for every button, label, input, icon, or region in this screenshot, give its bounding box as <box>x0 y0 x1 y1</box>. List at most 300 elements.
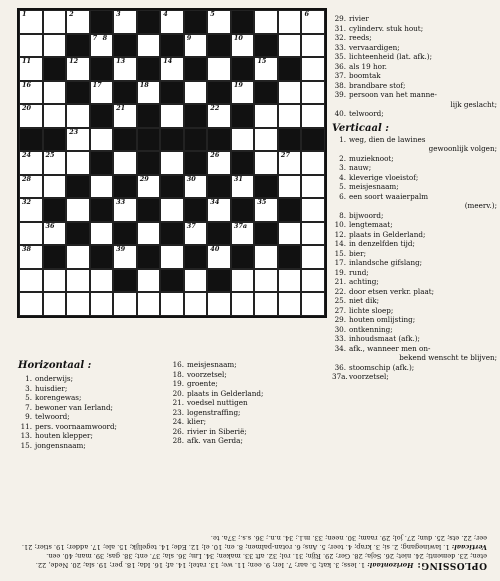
clue-item <box>332 220 497 230</box>
white-cell[interactable] <box>113 10 137 34</box>
horizontal-clues-column-1 <box>18 360 163 450</box>
white-cell[interactable] <box>66 10 90 34</box>
white-cell[interactable] <box>66 198 90 222</box>
black-cell <box>160 81 184 105</box>
horizontal-clues-list-1 <box>18 374 163 450</box>
white-cell[interactable] <box>66 245 90 269</box>
cell-number: 31 <box>233 174 243 183</box>
white-cell[interactable] <box>184 81 208 105</box>
clue-item <box>332 81 497 91</box>
clue-text: rund; <box>349 267 369 277</box>
cell-number: 5 <box>210 10 215 18</box>
cell-number: 6 <box>304 10 309 18</box>
white-cell[interactable] <box>231 128 255 152</box>
cell-number: 25 <box>45 151 55 160</box>
black-cell <box>90 151 114 175</box>
white-cell[interactable] <box>301 245 325 269</box>
clue-item <box>170 408 330 418</box>
white-cell[interactable] <box>231 292 255 316</box>
white-cell[interactable] <box>160 292 184 316</box>
white-cell[interactable] <box>160 198 184 222</box>
clue-text: lichteenheid (lat. afk.); <box>349 52 433 61</box>
black-cell <box>278 128 302 152</box>
white-cell[interactable] <box>207 198 231 222</box>
clue-text: lichte sloep; <box>349 305 394 315</box>
black-cell <box>160 128 184 152</box>
white-cell[interactable] <box>90 175 114 199</box>
white-cell[interactable] <box>43 292 67 316</box>
white-cell[interactable] <box>184 269 208 293</box>
white-cell[interactable] <box>254 128 278 152</box>
clue-item <box>170 417 330 427</box>
clue-item <box>170 427 330 437</box>
white-cell[interactable] <box>137 34 161 58</box>
clue-item <box>332 90 497 100</box>
white-cell[interactable] <box>19 34 43 58</box>
white-cell[interactable] <box>278 34 302 58</box>
white-cell[interactable] <box>19 151 43 175</box>
white-cell[interactable] <box>278 222 302 246</box>
clue-item <box>332 239 497 249</box>
clue-text: bijwoord; <box>349 210 384 220</box>
clue-item <box>170 398 330 408</box>
black-cell <box>113 269 137 293</box>
black-cell <box>254 175 278 199</box>
clue-text: als 19 hor. <box>349 61 387 71</box>
cell-number: 32 <box>22 198 32 207</box>
clue-continuation: lijk geslacht; <box>450 99 497 109</box>
cell-number: 30 <box>186 174 196 183</box>
white-cell[interactable] <box>90 34 114 58</box>
cell-number: 33 <box>116 198 126 207</box>
clue-text: groente; <box>187 379 218 388</box>
clue-item <box>170 389 330 399</box>
clue-item <box>332 258 497 268</box>
black-cell <box>184 10 208 34</box>
white-cell[interactable] <box>19 269 43 293</box>
clue-number: 20. <box>172 388 184 398</box>
clue-number: 19. <box>334 267 346 277</box>
clue-item <box>332 43 497 53</box>
white-cell[interactable] <box>301 222 325 246</box>
clue-text: persoon van het manne- <box>349 90 437 99</box>
white-cell[interactable] <box>19 104 43 128</box>
white-cell[interactable] <box>278 10 302 34</box>
clue-number: 14. <box>334 239 346 248</box>
clue-number: 11. <box>20 421 32 431</box>
white-cell[interactable] <box>231 175 255 199</box>
clue-number: 17. <box>334 258 346 267</box>
clue-item <box>332 249 497 259</box>
black-cell <box>278 57 302 81</box>
black-cell <box>137 151 161 175</box>
cell-number: 7 <box>92 33 98 42</box>
white-cell[interactable] <box>43 222 67 246</box>
clue-item <box>332 192 497 202</box>
clue-text: afk. van Gerda; <box>187 436 243 445</box>
clue-item <box>332 372 497 382</box>
white-cell[interactable] <box>207 57 231 81</box>
clue-number: 21. <box>334 277 346 286</box>
clue-number: 30. <box>334 324 346 334</box>
clue-text: inhoudsmaat (afk.); <box>349 334 420 343</box>
clue-number: 38. <box>334 80 346 90</box>
black-cell <box>113 128 137 152</box>
black-cell <box>90 245 114 269</box>
black-cell <box>137 128 161 152</box>
white-cell[interactable] <box>137 292 161 316</box>
black-cell <box>207 175 231 199</box>
black-cell <box>137 104 161 128</box>
clue-item <box>170 436 330 446</box>
white-cell[interactable] <box>278 269 302 293</box>
black-cell <box>137 198 161 222</box>
white-cell[interactable] <box>113 245 137 269</box>
white-cell[interactable] <box>184 175 208 199</box>
cell-number: 1 <box>22 10 27 18</box>
cell-number: 17 <box>92 80 102 89</box>
clue-text: nauw; <box>349 163 372 172</box>
clue-item <box>18 431 163 441</box>
white-cell[interactable] <box>254 10 278 34</box>
clue-number: 39. <box>334 90 346 99</box>
clue-item <box>18 403 163 413</box>
black-cell <box>43 57 67 81</box>
white-cell[interactable] <box>301 151 325 175</box>
clue-text: kleverige vloeistof; <box>349 172 419 182</box>
clue-item <box>18 393 163 403</box>
white-cell[interactable] <box>19 175 43 199</box>
white-cell[interactable] <box>19 10 43 34</box>
clue-text: pers. voornaamwoord; <box>35 421 117 431</box>
white-cell[interactable] <box>254 269 278 293</box>
clue-number: 36. <box>334 362 346 372</box>
white-cell[interactable] <box>301 269 325 293</box>
clue-number: 7. <box>25 402 32 412</box>
white-cell[interactable] <box>207 10 231 34</box>
clue-item <box>332 33 497 43</box>
clue-item <box>332 154 497 164</box>
white-cell[interactable] <box>66 151 90 175</box>
white-cell[interactable] <box>19 222 43 246</box>
white-cell[interactable] <box>66 128 90 152</box>
white-cell[interactable] <box>231 81 255 105</box>
white-cell[interactable] <box>301 34 325 58</box>
clue-text: logenstraffing; <box>187 407 241 417</box>
white-cell[interactable] <box>254 245 278 269</box>
cell-number: 40 <box>210 245 220 254</box>
cell-number: 28 <box>22 174 32 183</box>
white-cell[interactable] <box>43 10 67 34</box>
black-cell <box>90 104 114 128</box>
white-cell[interactable] <box>137 222 161 246</box>
white-cell[interactable] <box>43 269 67 293</box>
cell-number: 34 <box>210 198 220 207</box>
black-cell <box>19 128 43 152</box>
white-cell[interactable] <box>43 34 67 58</box>
white-cell[interactable] <box>184 292 208 316</box>
horizontal-clues-continued <box>332 14 497 119</box>
white-cell[interactable] <box>66 104 90 128</box>
white-cell[interactable] <box>231 222 255 246</box>
clue-text: lengtemaat; <box>349 220 393 229</box>
black-cell <box>231 198 255 222</box>
clue-text: afk., wanneer men on- <box>349 343 431 353</box>
black-cell <box>254 34 278 58</box>
clue-item <box>332 24 497 34</box>
clue-text: door etsen verkr. plaat; <box>349 286 435 296</box>
white-cell[interactable] <box>90 128 114 152</box>
clue-text: inlandsche gifslang; <box>349 258 423 267</box>
cell-number: 36 <box>45 221 55 230</box>
vertical-clues <box>332 135 497 382</box>
cell-number: 21 <box>116 104 126 113</box>
black-cell <box>113 81 137 105</box>
white-cell[interactable] <box>113 104 137 128</box>
cell-number: 11 <box>22 57 32 66</box>
clue-item <box>170 360 330 370</box>
white-cell[interactable] <box>19 81 43 105</box>
clue-item <box>332 306 497 316</box>
clue-text: korengewas; <box>35 393 82 402</box>
white-cell[interactable] <box>137 269 161 293</box>
clue-text: ontkenning; <box>349 324 393 334</box>
clue-item <box>18 374 163 384</box>
clue-text: huisdier; <box>35 383 68 393</box>
clue-text: rivier in Siberië; <box>187 426 247 436</box>
white-cell[interactable] <box>301 81 325 105</box>
clue-number: 10. <box>334 220 346 229</box>
white-cell[interactable] <box>254 292 278 316</box>
white-cell[interactable] <box>207 151 231 175</box>
clue-number: 15. <box>334 248 346 258</box>
white-cell[interactable] <box>19 57 43 81</box>
clue-number: 16. <box>172 360 184 369</box>
white-cell[interactable] <box>43 104 67 128</box>
white-cell[interactable] <box>160 151 184 175</box>
white-cell[interactable] <box>160 57 184 81</box>
white-cell[interactable] <box>90 292 114 316</box>
white-cell[interactable] <box>278 104 302 128</box>
white-cell[interactable] <box>113 57 137 81</box>
cell-number: 20 <box>22 104 32 113</box>
white-cell[interactable] <box>43 175 67 199</box>
white-cell[interactable] <box>231 269 255 293</box>
white-cell[interactable] <box>66 57 90 81</box>
cell-number: 10 <box>233 33 243 42</box>
clue-text: muzieknoot; <box>349 153 394 163</box>
clue-number: 5. <box>339 182 346 191</box>
white-cell[interactable] <box>301 198 325 222</box>
white-cell[interactable] <box>207 104 231 128</box>
horizontal-clues-column-2 <box>170 360 330 446</box>
clue-item <box>332 315 497 325</box>
white-cell[interactable] <box>113 292 137 316</box>
black-cell <box>66 222 90 246</box>
cell-number: 38 <box>22 245 32 254</box>
clue-text: houten klepper; <box>35 431 93 440</box>
clue-item <box>18 422 163 432</box>
white-cell[interactable] <box>66 292 90 316</box>
white-cell[interactable] <box>301 175 325 199</box>
white-cell[interactable] <box>43 151 67 175</box>
clue-number: 6. <box>339 191 346 201</box>
white-cell[interactable] <box>301 10 325 34</box>
cell-number: 27 <box>280 151 290 160</box>
white-cell[interactable] <box>254 198 278 222</box>
vertical-heading: Verticaal : <box>332 122 389 134</box>
white-cell[interactable] <box>160 10 184 34</box>
white-cell[interactable] <box>254 104 278 128</box>
clue-item <box>18 412 163 422</box>
clue-number: 19. <box>172 379 184 388</box>
white-cell[interactable] <box>90 269 114 293</box>
black-cell <box>160 269 184 293</box>
clue-number: 32. <box>334 33 346 42</box>
clue-item <box>170 379 330 389</box>
clue-text: cylinderv. stuk hout; <box>349 23 424 33</box>
cell-number: 23 <box>69 127 79 136</box>
white-cell[interactable] <box>184 222 208 246</box>
clue-text: reeds; <box>349 33 372 42</box>
clue-item <box>332 71 497 81</box>
clue-text: bewoner van Ierland; <box>35 402 113 412</box>
clue-text: meisjesnaam; <box>349 182 399 191</box>
clue-number: 34. <box>334 343 346 353</box>
black-cell <box>43 245 67 269</box>
white-cell[interactable] <box>254 57 278 81</box>
white-cell[interactable] <box>301 104 325 128</box>
clue-item <box>332 109 497 119</box>
white-cell[interactable] <box>207 292 231 316</box>
clue-number: 12. <box>334 229 346 239</box>
white-cell[interactable] <box>137 81 161 105</box>
clue-number: 9. <box>25 412 32 421</box>
clue-text: een soort waaierpalm <box>349 191 429 201</box>
cell-number: 15 <box>257 57 267 66</box>
clue-item <box>170 370 330 380</box>
white-cell[interactable] <box>231 34 255 58</box>
white-cell[interactable] <box>43 81 67 105</box>
cell-number: 22 <box>210 104 220 113</box>
cell-number: 26 <box>210 151 220 160</box>
white-cell[interactable] <box>278 292 302 316</box>
white-cell[interactable] <box>90 222 114 246</box>
black-cell <box>113 222 137 246</box>
white-cell[interactable] <box>66 269 90 293</box>
clue-text: meisjesnaam; <box>187 360 237 369</box>
white-cell[interactable] <box>254 151 278 175</box>
clue-number: 21. <box>172 398 184 407</box>
clue-number: 22. <box>334 286 346 296</box>
black-cell <box>90 57 114 81</box>
white-cell[interactable] <box>184 34 208 58</box>
clue-item <box>332 268 497 278</box>
clue-number: 29. <box>334 14 346 23</box>
black-cell <box>113 34 137 58</box>
clue-number: 8. <box>339 210 346 220</box>
cell-number: 9 <box>186 33 192 42</box>
white-cell[interactable] <box>137 175 161 199</box>
black-cell <box>301 128 325 152</box>
clue-item <box>332 173 497 183</box>
cell-number: 29 <box>139 174 149 183</box>
crossword-grid <box>17 8 327 318</box>
white-cell[interactable] <box>278 151 302 175</box>
clue-text: niet dik; <box>349 296 380 305</box>
clue-item <box>332 230 497 240</box>
clue-text: onderwijs; <box>35 374 74 383</box>
clue-text: weg, dien de lawines <box>349 134 426 144</box>
cell-number: 39 <box>116 245 126 254</box>
black-cell <box>207 34 231 58</box>
black-cell <box>184 57 208 81</box>
cell-number: 4 <box>163 10 168 18</box>
black-cell <box>184 104 208 128</box>
clue-item <box>332 163 497 173</box>
solution-horizontal-text: 1. less; 3. kat; 5. aar; 7. Ier; 9. een; 11. we; 13. ratel; 14. af; 16. Ida; 18. per; 19. sla; 20. Nede, 22. eten; 23. dementi; 24. niet; 26. Seja; 28. Ger; 29. Rijn; 31. rol; 32. aft 33. maken; 34. Lm; 36. sla; 37. ent; 38. gas; 39. man; 40. een. <box>35 552 487 569</box>
clue-text: rivier <box>349 14 369 23</box>
black-cell <box>137 57 161 81</box>
black-cell <box>184 151 208 175</box>
clue-text: telwoord; <box>349 109 384 118</box>
horizontal-heading: Horizontaal : <box>18 360 92 371</box>
clue-number: 2. <box>339 153 346 163</box>
black-cell <box>90 10 114 34</box>
clue-item <box>332 344 497 354</box>
white-cell[interactable] <box>113 151 137 175</box>
clue-number: 27. <box>334 305 346 315</box>
solution-horizontal-label: Horizontaal: <box>364 561 414 569</box>
cell-number: 18 <box>139 80 149 89</box>
clue-number: 31. <box>334 23 346 33</box>
white-cell[interactable] <box>278 81 302 105</box>
white-cell[interactable] <box>113 198 137 222</box>
black-cell <box>43 198 67 222</box>
clues-right-column <box>332 14 497 382</box>
clue-item <box>332 211 497 221</box>
clue-number: 3. <box>339 163 346 172</box>
clue-text: achting; <box>349 277 379 286</box>
clue-number: 35. <box>334 52 346 61</box>
black-cell <box>278 198 302 222</box>
white-cell[interactable] <box>207 245 231 269</box>
cell-number: 13 <box>116 57 126 66</box>
white-cell[interactable] <box>160 104 184 128</box>
white-cell[interactable] <box>301 57 325 81</box>
black-cell <box>231 245 255 269</box>
black-cell <box>66 34 90 58</box>
black-cell <box>184 128 208 152</box>
white-cell[interactable] <box>19 198 43 222</box>
black-cell <box>160 175 184 199</box>
white-cell[interactable] <box>278 175 302 199</box>
cell-number: 8 <box>102 33 108 42</box>
white-cell[interactable] <box>19 292 43 316</box>
white-cell[interactable] <box>160 245 184 269</box>
clue-item <box>332 14 497 24</box>
clue-text: telwoord; <box>35 412 70 421</box>
clue-number: 23. <box>172 407 184 417</box>
white-cell[interactable] <box>19 245 43 269</box>
black-cell <box>160 222 184 246</box>
clue-item <box>332 287 497 297</box>
white-cell[interactable] <box>301 292 325 316</box>
clue-item <box>332 52 497 62</box>
clue-number: 37a. <box>332 372 348 381</box>
clue-text: vervaardigen; <box>349 42 400 52</box>
white-cell[interactable] <box>90 81 114 105</box>
